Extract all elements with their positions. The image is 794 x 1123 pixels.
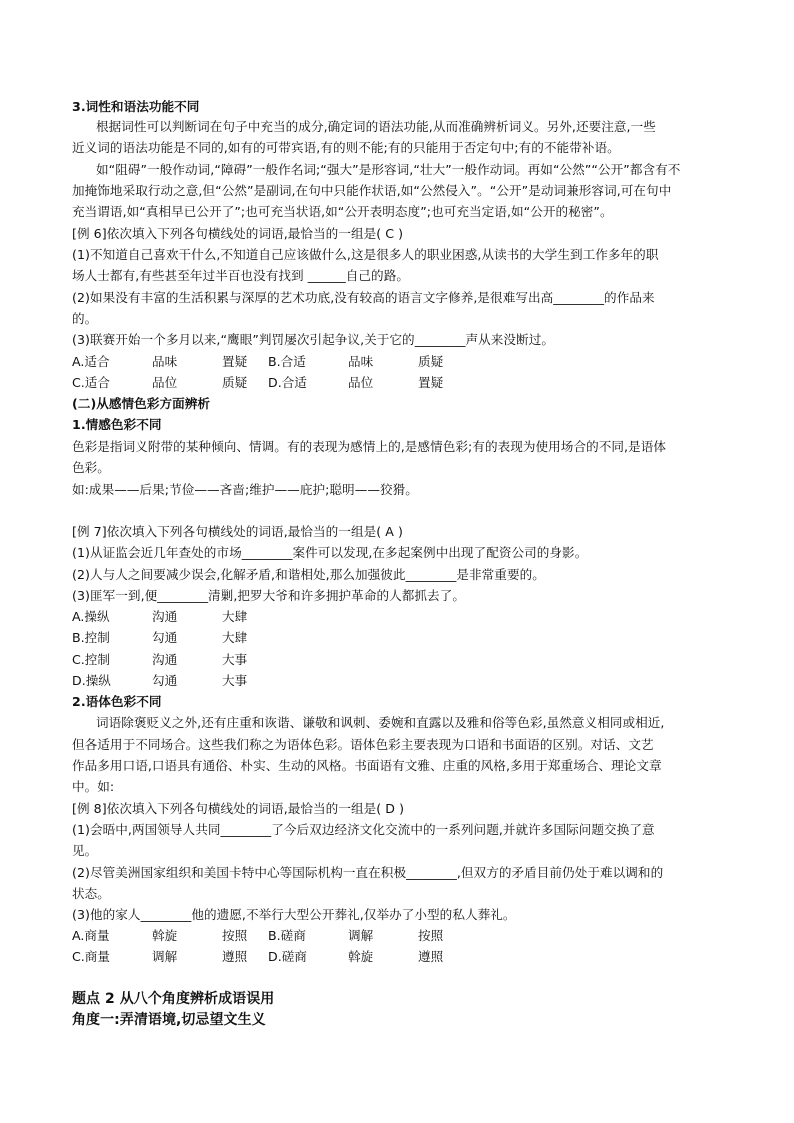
paragraph-line: 如“阻碍”一般作动词,“障碍”一般作名词;“强大”是形容词,“壮大”一般作动词。再如“公然”“公开”都含有不 — [96, 162, 681, 177]
option-text: 质疑 — [418, 354, 444, 369]
topic-title: 题点 2 从八个角度辨析成语误用 — [72, 991, 275, 1007]
option-text: 按照 — [418, 928, 444, 943]
paragraph-line: 近义词的语法功能是不同的,如有的可带宾语,有的则不能;有的只能用于否定句中;有的不能带补语。 — [72, 140, 620, 155]
option-text: B.控制 — [72, 630, 110, 645]
option-text: 斡旋 — [348, 949, 374, 964]
option-text: 调解 — [152, 949, 178, 964]
angle-title: 角度一:弄清语境,切忌望文生义 — [72, 1012, 266, 1028]
paragraph-line: 中。如: — [72, 779, 115, 794]
option-text: 勾通 — [152, 673, 178, 688]
option-text: 质疑 — [222, 375, 248, 390]
question-line: 的。 — [72, 311, 98, 326]
option-text: 遵照 — [222, 949, 248, 964]
option-text: 品位 — [348, 375, 374, 390]
option-text: D.操纵 — [72, 673, 111, 688]
option-text: B.磋商 — [268, 928, 306, 943]
option-text: 大事 — [222, 652, 248, 667]
question-line: 场人士都有,有些甚至年过半百也没有找到 ______自己的路。 — [72, 268, 409, 283]
option-text: A.商量 — [72, 928, 110, 943]
option-text: 品味 — [152, 354, 178, 369]
question-line: 见。 — [72, 843, 98, 858]
paragraph-line: 但各适用于不同场合。这些我们称之为语体色彩。语体色彩主要表现为口语和书面语的区别。对话、文艺 — [72, 737, 654, 752]
question-line: (3)匪军一到,便________清剿,把罗大爷和许多拥护革命的人都抓去了。 — [72, 588, 465, 603]
option-text: 大事 — [222, 673, 248, 688]
question-line: (2)尽管美洲国家组织和美国卡特中心等国际机构一直在积极________,但双方的矛盾目前仍处于难以调和的 — [72, 865, 664, 880]
question-line: (1)不知道自己喜欢干什么,不知道自己应该做什么,这是很多人的职业困惑,从读书的大学生到工作多年的职 — [72, 247, 659, 262]
option-text: 置疑 — [222, 354, 248, 369]
section-title: 1.情感色彩不同 — [72, 417, 162, 432]
option-text: 品味 — [348, 354, 374, 369]
option-text: 遵照 — [418, 949, 444, 964]
paragraph-line: 充当谓语,如“真相早已公开了”;也可充当状语,如“公开表明态度”;也可充当定语,如“公开的秘密”。 — [72, 204, 613, 219]
option-text: 调解 — [348, 928, 374, 943]
option-text: B.合适 — [268, 354, 306, 369]
section-title: 3.词性和语法功能不同 — [72, 99, 200, 114]
option-text: A.操纵 — [72, 609, 110, 624]
example-stem: [例 8]依次填入下列各句横线处的词语,最恰当的一组是( D ) — [72, 801, 405, 816]
option-text: 沟通 — [152, 609, 178, 624]
option-text: 按照 — [222, 928, 248, 943]
option-text: 大肆 — [222, 630, 248, 645]
paragraph-line: 词语除褒贬义之外,还有庄重和诙谐、谦敬和讽刺、委婉和直露以及雅和俗等色彩,虽然意义相同或相近, — [96, 715, 665, 730]
question-line: (1)从证监会近几年查处的市场________案件可以发现,在多起案例中出现了配资公司的身影。 — [72, 545, 588, 560]
option-text: 置疑 — [418, 375, 444, 390]
section-heading: (二)从感情色彩方面辨析 — [72, 396, 211, 411]
option-text: 品位 — [152, 375, 178, 390]
paragraph-line: 色彩是指词义附带的某种倾向、情调。有的表现为感情上的,是感情色彩;有的表现为使用场合的不同,是语体 — [72, 439, 667, 454]
option-text: C.商量 — [72, 949, 110, 964]
option-text: D.磋商 — [268, 949, 307, 964]
question-line: (2)人与人之间要减少误会,化解矛盾,和谐相处,那么加强彼此________是非常重要的。 — [72, 567, 545, 582]
option-text: 大肆 — [222, 609, 248, 624]
option-text: 沟通 — [152, 652, 178, 667]
paragraph-line: 色彩。 — [72, 460, 110, 475]
option-text: 斡旋 — [152, 928, 178, 943]
paragraph-line: 根据词性可以判断词在句子中充当的成分,确定词的语法功能,从而准确辨析词义。另外,还要注意,一些 — [96, 119, 656, 134]
option-text: 勾通 — [152, 630, 178, 645]
question-line: (1)会晤中,两国领导人共同________了今后双边经济文化交流中的一系列问题,并就许多国际问题交换了意 — [72, 822, 655, 837]
option-text: A.适合 — [72, 354, 110, 369]
example-stem: [例 6]依次填入下列各句横线处的词语,最恰当的一组是( C ) — [72, 226, 404, 241]
question-line: (3)他的家人________他的遗愿,不举行大型公开葬礼,仅举办了小型的私人葬礼。 — [72, 907, 516, 922]
option-text: D.合适 — [268, 375, 307, 390]
option-text: C.适合 — [72, 375, 110, 390]
option-text: C.控制 — [72, 652, 110, 667]
paragraph-line: 加掩饰地采取行动之意,但“公然”是副词,在句中只能作状语,如“公然侵入”。“公开”是动词兼形容词,可在句中 — [72, 183, 672, 198]
question-line: 状态。 — [72, 886, 110, 901]
example-stem: [例 7]依次填入下列各句横线处的词语,最恰当的一组是( A ) — [72, 524, 403, 539]
paragraph-line: 作品多用口语,口语具有通俗、朴实、生动的风格。书面语有文雅、庄重的风格,多用于郑重场合、理论文章 — [72, 758, 662, 773]
question-line: (3)联赛开始一个多月以来,“鹰眼”判罚屡次引起争议,关于它的________声从来没断过。 — [72, 332, 554, 347]
section-title: 2.语体色彩不同 — [72, 694, 162, 709]
question-line: (2)如果没有丰富的生活积累与深厚的艺术功底,没有较高的语言文字修养,是很难写出高________的作品来 — [72, 290, 655, 305]
paragraph-line: 如:成果——后果;节俭——吝啬;维护——庇护;聪明——狡猾。 — [72, 482, 418, 497]
